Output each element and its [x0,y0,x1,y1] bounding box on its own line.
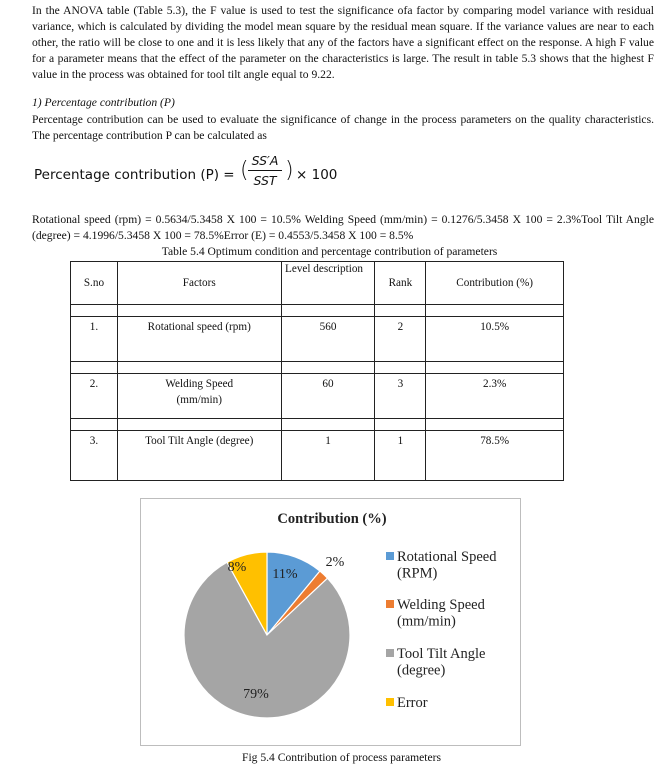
header-rank: Rank [375,262,426,305]
figure-caption: Fig 5.4 Contribution of process parameters [242,751,441,764]
formula-numerator: SS′A [248,153,282,171]
pie-chart-svg [141,499,522,747]
parameters-table [70,261,564,481]
legend-label: Welding Speed (mm/min) [397,597,485,630]
legend-swatch [386,600,394,608]
cell-contribution: 10.5% [426,317,564,362]
cell-sno: 1. [71,317,118,362]
cell-factor: Welding Speed (mm/min) [117,374,281,419]
cell-rank: 1 [375,431,426,481]
legend-item [386,597,486,630]
table-spacer-row [71,362,564,374]
pie-data-label: 2% [325,555,345,570]
section-heading: 1) Percentage contribution (P) [32,96,175,109]
formula-open-paren: ( [240,158,249,183]
header-level-description: Level description [281,262,375,305]
cell-factor: Tool Tilt Angle (degree) [117,431,281,481]
legend-swatch [386,552,394,560]
chart-legend [386,549,497,711]
table-row [71,431,564,481]
cell-contribution: 2.3% [426,374,564,419]
legend-label: Error [397,695,428,711]
table-caption: Table 5.4 Optimum condition and percentage contribution of parameters [161,245,498,258]
legend-swatch [386,698,394,706]
formula-rhs: × 100 [296,167,338,183]
table-spacer-row [71,305,564,317]
cell-sno: 2. [71,374,118,419]
pie-data-label: 11% [272,567,298,582]
legend-label: Tool Tilt Angle (degree) [397,646,486,679]
percentage-contribution-paragraph: Percentage contribution can be used to evaluate the significance of change in the process parameters on the quality characteristics. The percentage contribution P can be calculated as [32,113,654,142]
table-spacer-row [71,419,564,431]
intro-paragraph: In the ANOVA table (Table 5.3), the F value is used to test the significance ofa factor by comparing model variance with residual variance, which is calculated by dividing the model mean square by the residual mean square. If the variance values are near to each other, the ratio will be close to one and it is less likely that any of the factors have a significant effect on the response. A high F value for a parameter means that the effect of the parameter on the characteristics is large. The result in table 5.3 shows that the highest F value in the process was obtained for tool tilt angle equal to 9.22. [32,4,654,81]
cell-level: 560 [281,317,375,362]
table-row [71,374,564,419]
formula-denominator: SST [253,173,277,188]
cell-factor: Rotational speed (rpm) [117,317,281,362]
formula-close-paren: ) [285,158,294,183]
pie-data-label: 79% [243,687,269,702]
cell-level: 1 [281,431,375,481]
contribution-pie-chart [140,498,521,746]
cell-level: 60 [281,374,375,419]
pie-data-label: 8% [227,560,247,575]
header-contribution: Contribution (%) [426,262,564,305]
header-factors: Factors [117,262,281,305]
table-header-row [71,262,564,305]
formula-lhs: Percentage contribution (P) = [34,167,235,183]
legend-item [386,695,428,711]
formula-fraction [248,153,282,188]
cell-rank: 3 [375,374,426,419]
header-sno: S.no [71,262,118,305]
calculation-paragraph: Rotational speed (rpm) = 0.5634/5.3458 X 100 = 10.5% Welding Speed (mm/min) = 0.1276/5.3458 X 100 = 2.3%Tool Tilt Angle (degree) = 4.1996/5.3458 X 100 = 78.5%Error (E) = 0.4553/5.3458 X 100 = 8.5% [32,213,654,242]
legend-swatch [386,649,394,657]
cell-contribution: 78.5% [426,431,564,481]
cell-sno: 3. [71,431,118,481]
percentage-contribution-formula [34,150,354,196]
table-row [71,317,564,362]
legend-item [386,646,485,679]
legend-label: Rotational Speed (RPM) [397,549,497,582]
cell-rank: 2 [375,317,426,362]
chart-title: Contribution (%) [277,511,387,527]
legend-item [386,549,497,582]
